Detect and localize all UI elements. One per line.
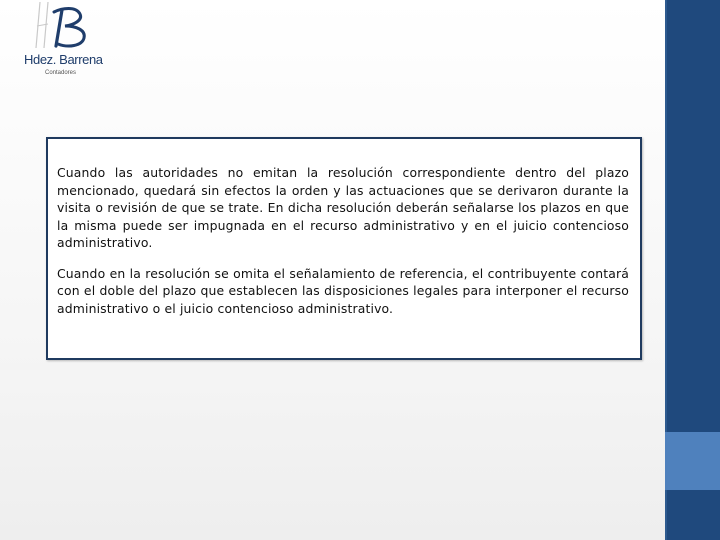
decorative-sidebar <box>665 0 720 540</box>
paragraph-1: Cuando las autoridades no emitan la resolución correspondiente dentro del plazo mencionado, quedará sin efectos la orden y las actuaciones que se derivaron durante la visita o revisión de que se trate. En dicha resolución deberán señalarse los plazos en que la misma puede ser impugnada en el recurso administrativo y en el juicio contencioso administrativo. <box>57 165 629 250</box>
paragraph-2: Cuando en la resolución se omita el señalamiento de referencia, el contribuyente contará con el doble del plazo que establecen las disposiciones legales para interponer el recurso administrativo o el juicio contencioso administrativo. <box>57 265 629 316</box>
company-logo <box>18 0 108 90</box>
text-panel <box>46 137 642 360</box>
logo-company-name: Hdez. Barrena <box>24 52 103 67</box>
sidebar-accent-block <box>665 432 720 490</box>
hb-monogram-icon <box>18 0 108 60</box>
logo-subtitle: Contadores <box>45 70 77 76</box>
